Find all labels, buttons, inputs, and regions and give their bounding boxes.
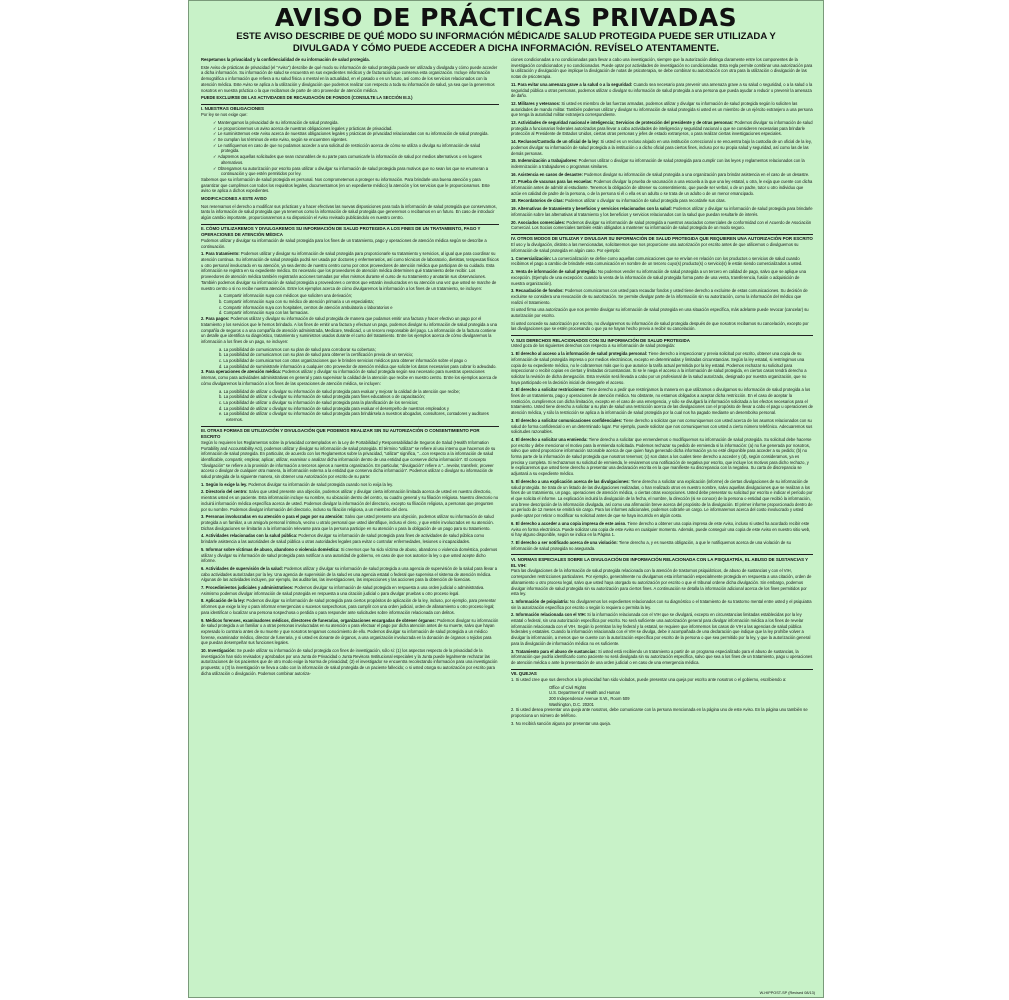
item-text: La comercialización se define como aquellas comunicaciones que se envían en relación con los productos o servicios de salud cuando recibimos el pago a cambio de brindarle esta comunicación en nombre de un tercero cuyo(s) producto(s) o servicio(s) le están siendo comercializados a usted. xyxy=(511,255,803,267)
checklist-text: Adaptemos aquellas solicitudes que sean razonables de su parte para comunicarle la información de salud por medios alternativos o en lugares alternativos. xyxy=(217,154,482,165)
item-text: No divulgaremos los expedientes relacionados con su diagnóstico o el tratamiento de su trastorno mental entre usted y el psiquiatra sin la autorización específica por escrito o según lo requiera o permita la ley. xyxy=(511,598,812,610)
numbered-item xyxy=(511,269,813,286)
section xyxy=(201,426,499,677)
item-text: Tiene derecho a solicitar que nos comuniquemos con usted acerca de los asuntos relacionados con su salud de forma confidencial o en un determinado lugar. Por ejemplo, puede solicitar que nos comuniquemos con usted a cierto número telefónico. Adecuaremos sus solicitudes razonables. xyxy=(511,417,813,435)
section-divider xyxy=(511,335,813,336)
item-title: 20. Asociados comerciales: xyxy=(511,219,566,225)
numbered-item xyxy=(201,251,499,291)
numbered-item xyxy=(511,479,813,519)
fundraising-note: PUEDE EXCLUIRSE DE LAS ACTIVIDADES DE RECAUDACIÓN DE FONDOS (CONSULTE LA SECCIÓN III.3.) xyxy=(201,95,413,101)
section-heading: II. CÓMO UTILIZAREMOS Y DIVULGAREMOS SU INFORMACIÓN DE SALUD PROTEGIDA A LOS FINES DE UN TRATAMIENTO, PAGO Y OPERACIONES DE ATENCIÓN MÉDICA xyxy=(201,226,481,238)
numbered-item xyxy=(511,101,813,118)
item-title: 11. Para evitar una amenaza grave a la salud o a la seguridad: xyxy=(511,81,633,87)
check-icon: ✓ xyxy=(213,165,218,171)
numbered-item xyxy=(201,482,499,488)
item-text: Podemos divulgar su información de salud protegida en respuesta a una orden judicial o administrativa. Asimismo podemos divulgar información de salud protegida en respuesta a una citación judicial o para divulgar pruebas u otro proceso legal. xyxy=(201,585,485,596)
section-heading: V. SUS DERECHOS RELACIONADOS CON SU INFORMACIÓN DE SALUD PROTEGIDA xyxy=(511,337,690,343)
numbered-item xyxy=(511,82,813,99)
poster-title: AVISO DE PRÁCTICAS PRIVADAS xyxy=(274,3,738,32)
item-text: Si la información relacionada con el VIH que se divulgará, excepto en circunstancias limitadas establecidas por la ley estatal o federal, sin una autorización específica por escrito. No será suficiente una autorización general para divulgar información médica a los fines de revelar información relacionada con el VIH. Según lo permitan la ley federal y la estatal, se requiere que informemos los casos de VIH a las agencias de salud pública federales y estatales. Cuando la información relacionada con el VIH se divulga, debe ir acompañada de una declaración que indique que la ley prohíbe volver a divulgar la información, a menos que se cuente con la autorización específica por escrito de la persona o que sea permitido por la ley, y que la autorización general para la divulgación de información médica no es suficiente. xyxy=(511,612,811,646)
right-column xyxy=(511,57,813,987)
item-text: Tiene derecho a obtener una copia impresa de este Aviso, incluso si usted ha acordado recibir este Aviso en forma electrónica. Puede solicitar una copia de este Aviso en cualquier momento. Además, puede conseguir una copia de este Aviso en nuestro sitio web, si hay alguno disponible, según se indica en la Página 1. xyxy=(511,520,811,538)
numbered-item xyxy=(201,566,499,583)
paragraph: 2. Si usted desea presentar una queja ante nosotros, debe comunicarse con la persona mencionada en la página uno de este Aviso. En la página uno también se proporciona un número de teléfono. xyxy=(511,707,808,719)
item-title: 14. Reclusos/Custodia de un oficial de la ley: xyxy=(511,139,600,145)
check-icon: ✓ xyxy=(213,137,218,143)
section xyxy=(511,554,813,665)
sub-list-item: a. La posibilidad de utilizar o divulgar su información de salud protegida para evaluar y mejorar la calidad de la atención que recibe; xyxy=(219,388,460,394)
paragraph: Según lo requieren los Reglamentos sobre la privacidad contemplados en la Ley de Portabilidad y Responsabilidad de Seguros de Salud (Health Information Portability and Accountability Act), podemos utilizar y divulgar su información de salud protegida. El término "utilizar" se refiere al uso interno que hacemos de su información de salud protegida. En particular, de acuerdo con los Reglamentos sobre la privacidad, "utilizar" significa, "...con respecto a la información de salud identificable, compartir, emplear, aplicar, utilizar, examinar o analizar dicha información dentro de una entidad que conserve dicha información". El concepto "divulgación" se refiere a la provisión de información a terceros ajenos a nuestra organización. En particular, "divulgación" refiere a "...revelar, transferir, proveer acceso o divulgar de cualquier otra manera, la información externa a la entidad que conserva dicha información". Podemos utilizar o divulgar su información de salud protegida de la siguiente manera, sin obtener una Autorización por escrito de su parte: xyxy=(201,439,496,480)
item-text: Salvo que usted presente una objeción, podemos utilizar y divulgar cierta información limitada acerca de usted en nuestro directorio, mientras usted es un paciente. Esta información incluye su nombre, su ubicación dentro del centro, su cuadro general y su filiación religiosa. Nuestro directorio no incluirá información médica específica acerca de usted. Podemos divulgar la información del directorio, excepto su filiación religiosa, a personas que pregunten por su nombre. Podemos divulgar información del directorio, incluso su filiación religiosa, a un miembro del clero. xyxy=(201,489,499,512)
item-text: Tiene derecho a inspeccionar y previa solicitud por escrito, obtener una copia de su información de salud protegida impresa o por medios electrónicos, excepto en determinadas y limitadas circunstancias. Según la ley estatal, si restringimos una copia de su expediente médico, no le cobraremos más que lo que autorice la tarifa actual permitida por la ley estatal. Podemos rechazar su solicitud para inspeccionar o recibir copias en ciertas y limitadas circunstancias. Si se le niega el acceso a la información de salud protegida, en ciertos casos tendrá derecho a solicitar la revisión de dicha denegación. Esta revisión será llevada a cabo por un profesional de la salud autorizado, designado por nuestra organización, que no haya participado en la decisión inicial de denegarle el acceso. xyxy=(511,351,807,385)
item-title: 3. El derecho a solicitar comunicaciones confidenciales: xyxy=(511,417,623,423)
item-text: Se puede utilizar su información de salud protegida con fines de investigación, sólo si: (1) los aspectos respecto de la privacidad de la investigación han sido revisados y aprobados por una Junta de Privacidad o Junta Revisora Institucional especiales y la Junta puede legalmente rechazar las autorizaciones de los pacientes que de otro modo exige la Norma de privacidad; (2) el investigador se encuentra recolectando información para una investigación propuesta; o (3) la investigación se lleva a cabo con la información de salud protegida de un paciente fallecido; o si usted otorga su autorización por escrito para dicha utilización o divulgación. Podemos combinar autoriza- xyxy=(201,648,498,676)
numbered-item xyxy=(511,179,813,196)
lead-heading: Respetamos la privacidad y la confidencialidad de su información de salud protegida. xyxy=(201,57,370,62)
item-title: 9. Médicos forenses, examinadores médicos, directores de funerarias, organizaciones encargadas de obtener órganos: xyxy=(201,617,436,623)
checklist-text: Obtengamos su autorización por escrito para utilizar o divulgar su información de salud protegida para motivos que no sean los que se enumeran a continuación y que estén permitidos por ley. xyxy=(217,165,489,177)
numbered-item xyxy=(201,533,499,544)
item-title: 13. Actividades de seguridad nacional e inteligencia; Servicios de protección del presidente y de otras personas: xyxy=(511,120,734,126)
paragraph: Sabemos que su información de salud protegida es personal. Nos comprometemos a proteger su información. Para brindarle una buena atención y para garantizar que cumplimos con todos los requisitos legales, documentamos (en un expediente médico) la atención y los servicios que le proporcionamos. Este aviso se aplica a dichos expedientes. xyxy=(201,176,490,194)
numbered-item xyxy=(201,648,499,677)
section-divider xyxy=(511,234,813,235)
checklist-text: Le notifiquemos en caso de que no podamos acceder a una solicitud de restricción acerca de cómo se utiliza o divulga su información de salud protegida. xyxy=(217,142,481,154)
item-text: Podemos divulgar su información de salud protegida para fines de actividades de salud pública como brindarle asistencia a las autoridades de salud pública u otras autoridades legales para evitar o controlar enfermedades, lesiones o incapacidades. xyxy=(201,533,485,545)
section-divider xyxy=(511,669,813,670)
item-text: Podemos divulgar su información de salud protegida para ciertos propósitos de aplicación de la ley, incluso, por ejemplo, para presentar informes que exige la ley o para informar emergencias o sucesos sospechosos, para cumplir con una orden judicial, orden de allanamiento u otro proceso legal; para identificar o localizar una persona sospechosa o perdida o para responder ante solicitudes sobre información relacionada con delitos. xyxy=(201,598,496,615)
paragraph: Por ley se nos exige que: xyxy=(201,112,248,118)
item-text: Podemos utilizar y divulgar su información de salud protegida para proporcionarle su tratamiento y servicios, al igual que para coordinar su atención continua. Su información de salud protegida podrá ser usada por doctores y enfermeras/os, así como técnicos de laboratorio, dietistas, terapeutas físicos u otro personal involucrado en su atención, ya sea dentro de nuestro centro como por otros proveedores de atención médica que participan de su cuidado. Esta información se registra en su expediente médico. Es necesario que los proveedores de atención médica determinen qué tratamiento debe recibir. Los proveedores de atención médica también registrarán acciones tomadas por ellos mismos durante el curso de su tratamiento y anotarán sus observaciones. También podemos divulgar su información de salud protegida a proveedores o centros que estarán involucrados en su atención una vez que usted se marche de nuestro centro o si no recibe nuestra atención. Entre los ejemplos acerca de cómo divulgaremos la información a los fines de un tratamiento, se incluyen: xyxy=(201,251,499,291)
address-line: Office of Civil Rights xyxy=(549,684,587,690)
item-title: 2. El derecho a solicitar restricciones: xyxy=(511,387,586,393)
item-title: 1. Según lo exige la ley. xyxy=(201,481,248,487)
item-text: Podemos divulgar su información de salud protegida a funcionarios federales autorizados para llevar a cabo actividades de inteligencia y seguridad nacional o que se consideren necesarias para brindarle protección al Presidente de Estados Unidos, ciertas otras personas y jefes de estado extranjeros, o para realizar ciertas investigaciones especiales. xyxy=(511,120,813,137)
numbered-item xyxy=(511,198,813,204)
check-icon: ✓ xyxy=(213,154,218,160)
numbered-item xyxy=(201,547,499,564)
section xyxy=(511,234,813,332)
numbered-item xyxy=(511,206,813,217)
numbered-item xyxy=(511,139,813,156)
item-text: Tiene derecho a pedir que restrinjamos la manera en que utilizamos o divulgamos su información de salud protegida a los fines de un tratamiento, pago y operaciones de atención médica. No obstante, no estamos obligados a aceptar dicha restricción. En el caso de aceptar la restricción, cumpliremos con dicha limitación, excepto en el caso de una emergencia, y sólo se divulgará la información solicitada a los efectos necesarios para el tratamiento. Usted tiene derecho a solicitar a su plan de salud una restricción acerca de las divulgaciones con el propósito de llevar a cabo el pago u operaciones de atención médica, y sólo la restricción se aplica a la información de salud protegida por la cual nos ha pagado mediante un desembolso personal. xyxy=(511,387,813,416)
poster-subtitle: ESTE AVISO DESCRIBE DE QUÉ MODO SU INFORMACIÓN MÉDICA/DE SALUD PROTEGIDA PUEDE SER UTILIZADA Y DIVULGADA Y CÓMO PUEDE ACCEDER A DICHA INFORMACIÓN. REVÍSELO ATENTAMENTE. xyxy=(236,31,776,54)
numbered-item xyxy=(511,387,813,416)
section-heading: VI. NORMAS ESPECIALES SOBRE LA DIVULGACIÓN DE INFORMACIÓN RELACIONADA CON LA PSIQUIATRÍA, EL ABUSO DE SUSTANCIAS Y EL VIH: xyxy=(511,556,809,568)
section-divider xyxy=(201,224,499,225)
sub-list-item: c. Compartir información suya con hospitales, centros de atención ambulatoria o laboratorios e xyxy=(219,304,393,310)
address-line: 200 Independence Avenue S.W., Room 509 xyxy=(549,696,630,702)
numbered-item xyxy=(201,316,499,345)
item-text: Podemos divulgar la prueba de vacunación a una escuela a la que una ley estatal, u otra, le exija que cuente con dicha información antes de admitir al estudiante. Tenemos la obligación de obtener su consentimiento, que puede ser verbal, o de un padre, tutor u otro individuo que actúe en calidad de padre de la persona, o de la persona si él o ella es un adulto o se trata de un adulto o de un menor emancipado. xyxy=(511,179,813,196)
numbered-item xyxy=(511,158,813,169)
item-title: 18. Recordatorios de citas: xyxy=(511,198,564,204)
item-title: 1. Información de psiquiatría: xyxy=(511,598,569,604)
numbered-item xyxy=(511,288,813,305)
section-divider xyxy=(511,554,813,555)
sub-list-item: c. La posibilidad de utilizar o divulgar su información de salud protegida para la planificación de los servicios; xyxy=(219,399,419,405)
item-text: Tiene derecho a solicitar una explicación (informe) de ciertas divulgaciones de su información de salud protegida. Se trata de un listado de las divulgaciones realizadas, o han realizado otros en nuestro nombre, salvo aquellas divulgaciones que se realizan a los fines de un tratamiento, un pago, operaciones de atención médica, o ciertas otras excepciones. Usted debe presentar su solicitud por escrito e indicar el período por el que solicita el informe. La explicación incluirá la divulgación de la fecha, el nombre, la dirección (si se conoce) de la persona o entidad que recibió la información, una breve descripción de la información divulgada, así como una afirmación breve acerca del propósito de la divulgación. El primer informe proporcionado dentro de un período de 12 meses se emitirá sin cargo. Para los informes adicionales, podemos cobrarle un cargo. Le informaremos acerca del costo involucrado y usted puede optar por retirar o modificar su solicitud antes de que se haya incurrido en algún costo. xyxy=(511,478,813,519)
numbered-item xyxy=(511,540,813,551)
numbered-item xyxy=(511,649,813,666)
checklist-item xyxy=(213,166,499,177)
numbered-item xyxy=(511,220,813,231)
item-text: Podemos utilizar y divulgar su información de salud protegida a una agencia de supervisión de la salud para llevar a cabo actividades autorizadas por la ley. Una agencia de supervisión de la salud es una agencia estatal o federal que supervisa el sistema de atención médica. Algunas de las actividades incluyen, por ejemplo, las auditorías, las investigaciones, las inspecciones y las acciones para la obtención de licencias. xyxy=(201,565,498,583)
item-title: 3. Tratamiento para el abuso de sustancias: xyxy=(511,648,597,654)
item-text: Tiene derecho a solicitar que enmendemos o modifiquemos su información de salud protegida. Su solicitud debe hacerse por escrito y debe mencionar el motivo para la enmienda solicitada. Podemos rechazar su pedido de enmienda si la información: (a) no fue generada por nosotros, salvo que usted proporcione información razonable acerca de que quien haya generado dicha información ya no esté disponible para acceder a su pedido; (b) no forma parte de la información de salud protegida que nosotros tenemos; (c) son datos a los cuales tiene derecho a acceder y (d), según consideramos, ya es precisa y completa. Si rechazamos su solicitud de enmienda, le enviaremos una notificación de negativa por escrito, que incluye los motivos para dicho rechazo, y le explicaremos que usted tiene derecho a presentar una declaración escrita en la que manifieste su discrepancia con la negativa. Su carta de discrepancia se adjuntará a su expediente médico. xyxy=(511,436,812,477)
item-text: Cuando sea necesario para prevenir una amenaza grave a su salud o seguridad, o a la salud o la seguridad pública u otras personas, podemos utilizar o divulgar su información de salud protegida a una persona que pueda ayudar a reducir o prevenir la amenaza de daño. xyxy=(511,81,813,99)
checklist-text: Mantengamos la privacidad de su información de salud protegida. xyxy=(217,119,339,125)
item-text: Podemos utilizar y divulgar su información de salud protegida según sea necesario para nuestras operaciones internas, como para actividades administrativas en general y para supervisar la calidad de la atención que recibe en nuestro centro. Entre los ejemplos acerca de cómo divulgaremos la información a los fines de las operaciones de atención médica, se incluyen: xyxy=(201,369,497,386)
check-icon: ✓ xyxy=(213,119,218,125)
item-title: 2. Información relacionada con el VIH: xyxy=(511,612,587,618)
numbered-item xyxy=(511,418,813,435)
sub-list-item: a. Compartir información suya con médicos que soliciten una derivación; xyxy=(219,293,353,299)
checklist-text: Le suministremos este Aviso acerca de nuestras obligaciones legales y prácticas de privacidad relacionadas con su información de salud protegida. xyxy=(217,131,489,137)
item-title: 1. Comercialización: xyxy=(511,255,552,261)
item-text: Podemos divulgar su información de salud protegida a una organización para brindar asistencia en el caso de un desastre. xyxy=(584,171,810,177)
numbered-item xyxy=(511,120,813,137)
paragraph: 1. Si usted cree que sus derechos a la privacidad han sido violados, puede presentar una queja por escrito ante nosotros o el gobierno, escribiendo a: xyxy=(511,676,787,682)
item-text: Si usted es un recluso alojado en una institución correccional o se encuentra bajo la custodia de un oficial de la ley, podemos divulgar su información de salud protegida a la institución o a dicho oficial para ciertos fines, incluso por su propia salud y seguridad, así como las de las demás personas. xyxy=(511,139,812,156)
check-icon: ✓ xyxy=(213,125,218,131)
section-heading: III. OTRAS FORMAS DE UTILIZACIÓN Y DIVULGACIÓN QUE PODEMOS REALIZAR SIN SU AUTORIZACIÓN O CONSENTIMIENTO POR ESCRITO xyxy=(201,428,480,440)
item-title: 17. Prueba de vacunas para las escuelas: xyxy=(511,179,593,185)
numbered-item xyxy=(201,585,499,596)
numbered-item xyxy=(201,618,499,647)
notice-poster xyxy=(188,0,824,998)
section xyxy=(511,669,813,727)
item-text: Podemos utilizar o divulgar su información de salud protegida para cumplir con las leyes y reglamentos relacionados con la indemnización a trabajadores o programas similares. xyxy=(511,158,805,169)
item-text: Si usted está recibiendo un tratamiento a partir de un programa especializado para el abuso de sustancias, la información que podría identificarlo como paciente no será divulgada sin su autorización específica, salvo que sea a los fines de un tratamiento, pago u operaciones de atención médica o ante la presentación de una orden judicial o en caso de una emergencia médica. xyxy=(511,648,813,665)
numbered-item xyxy=(201,369,499,386)
sub-list-item: e. La posibilidad de utilizar o divulgar su información de salud protegida para brindársela a nuestros abogados, consultores, contadores y auditores externos. xyxy=(219,411,489,423)
item-text: Podemos utilizar y divulgar su información de salud protegida de manera que podamos emitir una factura y hacer efectivo un pago por el tratamiento y los servicios que le hemos brindado. A los fines de emitir una factura y efectuar un pago, podemos divulgar su información de salud protegida a una compañía de seguros o a una compañía de atención administrada, Medicare, Medicaid, o un tercero responsable del pago. La información de la factura contiene un detalle que identifica su diagnóstico, tratamiento y suministros usados durante el curso del tratamiento. Entre los ejemplos acerca de cómo divulgaremos la información a los fines de un pago, se incluyen: xyxy=(201,316,497,344)
item-text: No podemos vender su información de salud protegida a un tercero en calidad de pago, salvo que se aplique una excepción. (Ejemplo de una excepción: cuando la venta de la información de salud protegida forma parte de una venta, transferencia, fusión o adquisición de nuestra organización). xyxy=(511,269,807,286)
sub-list xyxy=(219,347,499,370)
item-title: 12. Militares y veteranos: xyxy=(511,100,561,106)
item-title: 5. El derecho a una explicación acerca de las divulgaciones: xyxy=(511,478,630,484)
item-text: Podemos utilizar o divulgar su información de salud protegida para recordarle sus citas. xyxy=(565,198,726,204)
sub-list-item: a. La posibilidad de comunicarnos con su plan de salud para corroborar su cobertura; xyxy=(219,346,376,352)
item-title: 7. Procedimientos judiciales y administrativos: xyxy=(201,585,294,591)
item-title: 4. Actividades relacionadas con la salud pública: xyxy=(201,533,298,539)
item-title: 1. Para tratamiento: xyxy=(201,251,240,257)
numbered-item xyxy=(511,437,813,477)
item-title: 10. Investigación: xyxy=(201,648,236,654)
checklist-item xyxy=(213,154,499,165)
section-divider xyxy=(201,104,499,105)
section xyxy=(201,104,499,221)
form-code: W-HIPPOST-SP (Revised 08/13) xyxy=(759,991,815,995)
item-text: Podemos divulgar su información de salud protegida a nuestros asociados comerciales de conformidad con el Acuerdo de Asociación Comercial. Los Socios comerciales también están obligados a mantener su información de salud protegida de un modo seguro. xyxy=(511,219,812,231)
item-title: 6. El derecho a acceder a una copia impresa de este aviso. xyxy=(511,520,627,526)
subheading: MODIFICACIONES A ESTE AVISO xyxy=(201,196,267,202)
item-text: Podemos divulgar su información de salud protegida cuando nos lo exija la ley. xyxy=(248,481,394,487)
paragraph: Podemos utilizar y divulgar su información de salud protegida para los fines de un tratamiento, pago y operaciones de atención médica según se describe a continuación. xyxy=(201,237,487,249)
address-line: Washington, D.C. 20201 xyxy=(549,701,594,707)
section-heading: VII. QUEJAS xyxy=(511,671,537,677)
item-text: Tiene derecho a, y es nuestra obligación, a que le notifiquemos acerca de una violación de su información de salud protegida no asegurada. xyxy=(511,539,791,551)
item-title: 4. El derecho a solicitar una enmienda: xyxy=(511,436,588,442)
paragraph: Para las divulgaciones de la información de salud protegida relacionada con la atención de trastornos psiquiátricos, de abuso de sustancias y con el VIH, corresponden restricciones particulares. Por ejemplo, generalmente no divulgamos esta información especialmente protegida en respuesta a una citación, orden de allanamiento u otro proceso legal, salvo que usted haya otorgado su autorización por escrito o que el tribunal ordene dicha divulgación. Sin embargo, podemos divulgar información de salud protegida sin su autorización para ciertos fines. A continuación se detalla la información adicional acerca de los fines permitidos por esta ley. xyxy=(511,568,812,597)
sub-list-item: c. La posibilidad de comunicarnos con otras organizaciones que le brinden servicios médicos para obtener información sobre el pago o xyxy=(219,358,467,364)
continuation-paragraph: ciones condicionadas a no condicionadas para llevar a cabo una investigación, siempre que la autorización distinga claramente entre los componentes de la investigación condicionados y no condicionados. Puede optar por actividades de investigación no condicionadas. Esta regla permite combinar una autorización para la utilización y divulgación que implique la divulgación de notas de psicoterapia, se debe combinar su autorización con otra para la utilización o divulgación de las notas de psicoterapia. xyxy=(511,57,813,80)
item-text: Podemos comunicarnos con usted para recaudar fondos y usted tiene derecho a excluirse de estas comunicaciones. Su decisión de excluirse se considera una revocación de su autorización. Se permite divulgar parte de la información sin su autorización, como la información del médico que realizó el tratamiento. xyxy=(511,288,808,305)
item-title: 3. Personas involucradas en su atención o para el pago por su atención: xyxy=(201,514,344,520)
numbered-item xyxy=(201,489,499,512)
item-text: Si creemos que ha sido víctima de abuso, abandono o violencia doméstica, podemos utilizar y divulgar su información de salud protegida para notificar a una autoridad de gobierno, en caso de que nos autorice la ley o que usted acepte dicho informe. xyxy=(201,546,498,564)
item-title: 3. Recaudación de fondos: xyxy=(511,288,564,294)
check-icon: ✓ xyxy=(213,142,218,148)
item-title: 5. Informar sobre víctimas de abuso, abandono o violencia doméstica: xyxy=(201,546,340,552)
item-text: Salvo que usted presente una objeción, podemos utilizar su información de salud protegida a un familiar, a un amigo/a personal íntimo/a, vecino u otra/o personal que usted identifique, incluso el clero, y que estén involucrados en su atención. Dichas divulgaciones se limitarán a la información relevante para que la persona participe en su atención o para la obligación de un pago para su tratamiento. xyxy=(201,514,494,531)
item-title: 6. Actividades de supervisión de la salud: xyxy=(201,565,283,571)
paragraph: El uso y la divulgación, distinto a las mencionadas, solicitaremos que nos proporcione una autorización por escrito antes de que utilicemos o divulguemos su información de salud protegida en algún caso. Por ejemplo: xyxy=(511,242,799,253)
item-text: Si usted es miembro de las fuerzas armadas, podemos utilizar y divulgar su información de salud protegida según lo soliciten las autoridades de mando militar. También podemos utilizar y divulgar su información de salud protegida si usted es un miembro de un ejército extranjero a una persona que tenga la autoridad militar extranjera correspondiente. xyxy=(511,100,813,118)
numbered-item xyxy=(511,172,813,178)
sub-list-item: b. La posibilidad de utilizar o divulgar su información de salud protegida para fines educativos o de capacitación; xyxy=(219,394,426,400)
lead-paragraph: Este Aviso de prácticas de privacidad (el "Aviso") describe de qué modo su información de salud protegida puede ser utilizada y divulgada y cómo puede acceder a dicha información. Su información de salud se encuentra en sus expedientes médicos y de facturación que conserva esta organización. Incluye información demográfica o información que refiera a su salud física o mental en la actualidad, en el pasado o en un futuro, así como de los servicios relacionados con la atención médica. Este Aviso se aplica a la utilización y divulgación que podemos realizar con respecto a toda su información de salud, ya sea que la generemos nosotros en nuestra práctica o la que recibamos de parte de otro proveedor de atención médica. xyxy=(201,64,498,93)
left-column xyxy=(201,57,499,987)
item-title: 19. Alternativas de tratamiento y beneficios y servicios relacionados con la salud: xyxy=(511,206,672,212)
item-title: 8. Aplicación de la ley: xyxy=(201,598,246,604)
paragraph: Si usted firma una autorización que nos permite divulgar su información de salud protegida en una situación específica, más adelante puede revocar (cancelar) su autorización por escrito. xyxy=(511,307,809,319)
numbered-item xyxy=(511,256,813,267)
sub-list xyxy=(219,389,499,423)
sub-list-item: b. La posibilidad de comunicarnos con su plan de salud para obtener la certificación previa de un servicio; xyxy=(219,352,414,358)
address-line: U.S. Department of Health and Human xyxy=(549,690,621,696)
item-title: 2. Directorio del centro: xyxy=(201,489,248,495)
checklist-text: Se cumplan los términos de este Aviso, según se encuentren vigentes. xyxy=(217,137,348,143)
sub-list-item: b. Compartir información suya con su médico de atención primaria o un especialista; xyxy=(219,299,374,304)
numbered-item xyxy=(511,521,813,538)
item-title: 3. Para operaciones de atención médica: xyxy=(201,369,282,375)
checklist-text: Le proporcionemos un aviso acerca de nuestras obligaciones legales y prácticas de privacidad. xyxy=(217,125,393,131)
numbered-item xyxy=(511,612,813,646)
item-title: 7. El derecho a ser notificado acerca de una violación: xyxy=(511,539,618,545)
paragraph: Usted goza de los siguientes derechos con respecto a su información de salud protegida: xyxy=(511,343,675,349)
section xyxy=(201,224,499,423)
numbered-item xyxy=(201,598,499,615)
item-text: Podemos utilizar y divulgar su información de salud protegida para brindarle información sobre las alternativas al tratamiento y los beneficios y servicios relacionados con la salud que puedan resultarle de interés. xyxy=(511,206,813,217)
section-divider xyxy=(201,426,499,427)
paragraph: 3. No recibirá sanción alguna por presentar una queja. xyxy=(511,720,611,726)
item-title: 16. Asistencia en casos de desastre: xyxy=(511,171,583,177)
item-text: Podemos divulgar su información de salud protegida a un familiar o a otras personas involucradas en su atención o para efectuar el pago por dicha atención antes de su muerte, salvo que hayan expresado lo contrario antes de su muerte y que nosotros tengamos conocimiento de ello. Podemos divulgar su información de salud protegida a un médico forense, examinador médico, director de funeraria, y si usted es donante de órganos, a una organización involucrada en la donación de órganos o tejidos para que puedan desempeñar sus funciones legales. xyxy=(201,617,499,646)
item-title: 2. Para pagos: xyxy=(201,316,230,322)
numbered-item xyxy=(511,599,813,610)
address-block xyxy=(549,685,813,708)
check-icon: ✓ xyxy=(213,131,218,137)
checklist-item xyxy=(213,143,499,154)
item-title: 2. Venta de información de salud protegida: xyxy=(511,269,597,275)
sub-list-item: d. Compartir información suya con las farmacias. xyxy=(219,310,309,316)
sub-list xyxy=(219,293,499,316)
section-heading: I. NUESTRAS OBLIGACIONES xyxy=(201,106,264,112)
numbered-item xyxy=(201,514,499,531)
numbered-item xyxy=(511,351,813,385)
paragraph: Nos reservamos el derecho a modificar sus prácticas y a hacer efectivas las nuevas disposiciones para toda la información de salud protegida que conservamos, tanto la información de salud protegida que ya tenemos como la información de salud protegida que generemos o recibamos en un futuro. En caso de introducir algún cambio importante, proporcionaremos a su disposición el Aviso revisado publicándolo en nuestro centro. xyxy=(201,203,497,221)
sub-list-item: d. La posibilidad de suministrarle información a cualquier otro proveedor de atención médica que solicite los datos necesarios para cobrar lo adeudado. xyxy=(219,363,497,369)
section xyxy=(511,335,813,551)
item-title: 1. El derecho al acceso a la información de salud protegida personal: xyxy=(511,351,648,357)
paragraph: Si usted concede su autorización por escrito, no divulgaremos su información de salud protegida después de que nosotros recibamos su cancelación, excepto por las divulgaciones que se estén procesando o que ya se hayan hecho previo a recibir su cancelación. xyxy=(511,320,809,332)
sub-list-item: d. La posibilidad de utilizar o divulgar su información de salud protegida para evaluar el desempeño de nuestros empleados y xyxy=(219,405,449,411)
section-heading: IV. OTROS MODOS DE UTILIZAR Y DIVULGAR SU INFORMACIÓN DE SALUD PROTEGIDA QUE REQUIEREN UNA AUTORIZACIÓN POR ESCRITO xyxy=(511,236,813,242)
item-title: 15. Indemnización a trabajadores: xyxy=(511,158,578,164)
